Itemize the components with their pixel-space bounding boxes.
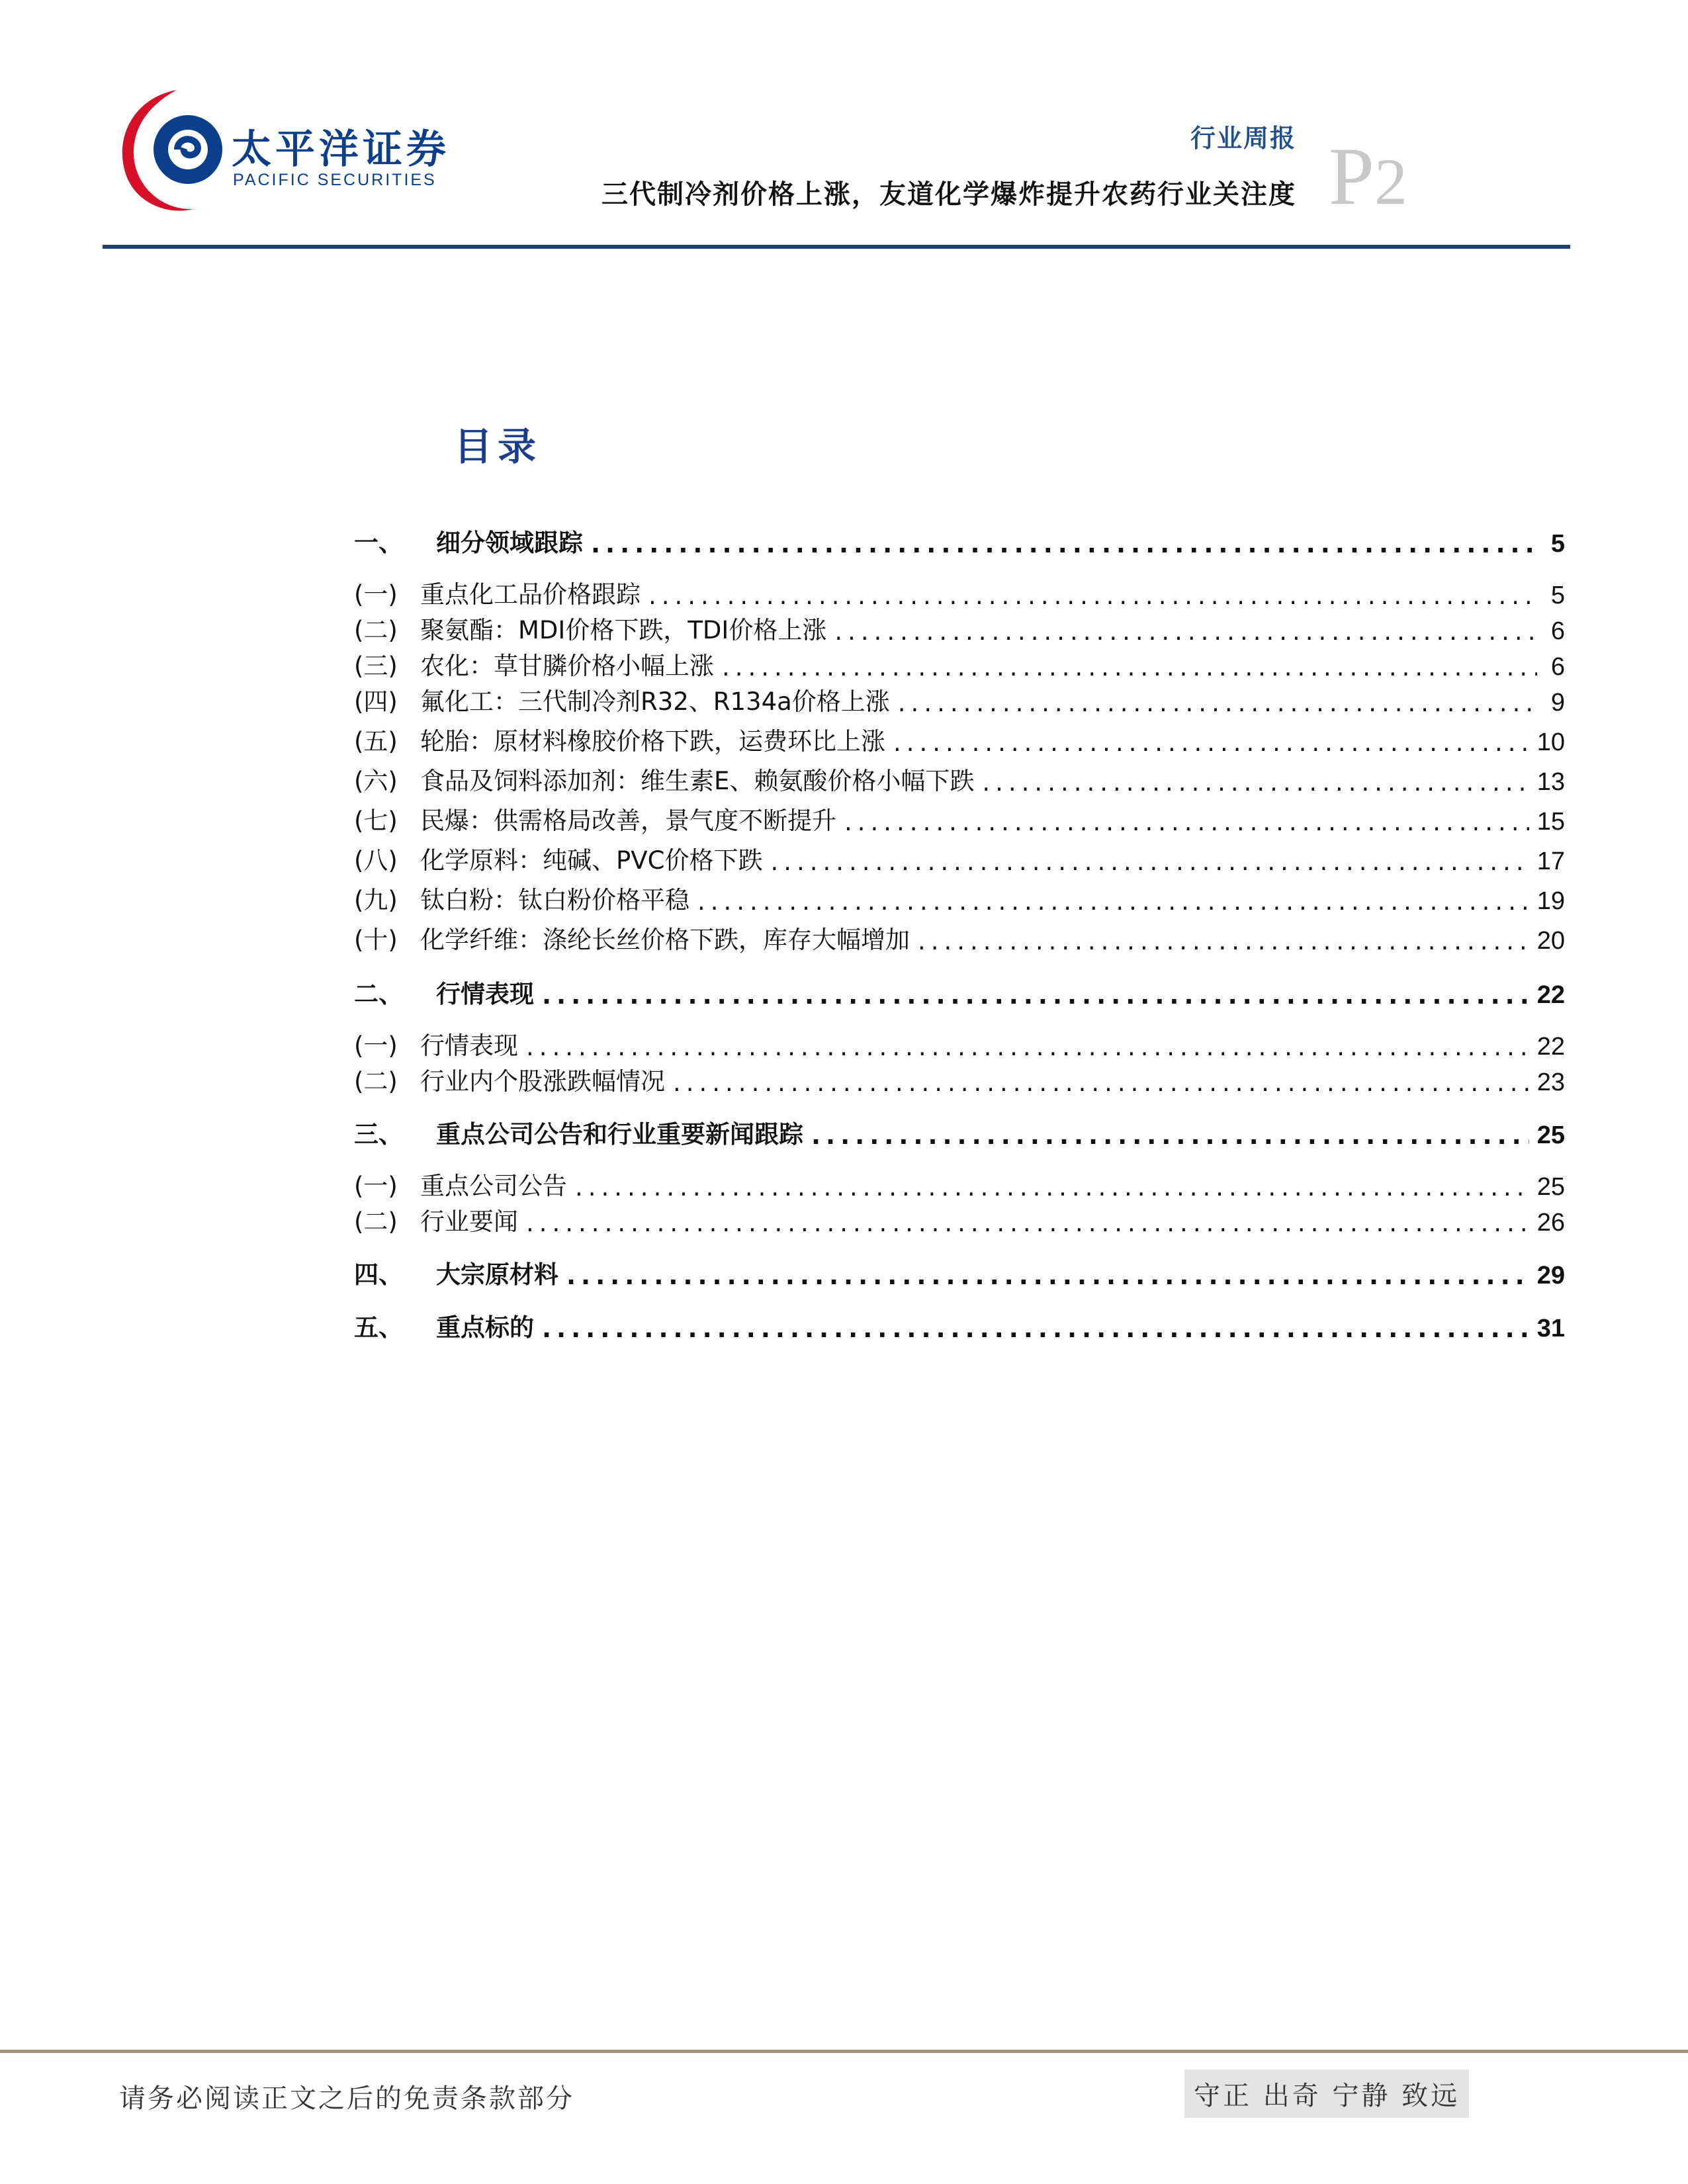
toc-entry-page: 17 (1536, 848, 1565, 875)
toc-entry-label: 重点标的 (436, 1313, 534, 1342)
toc-entry[interactable] (354, 722, 1565, 757)
toc-entry-number: (四) (354, 687, 398, 716)
toc-leader-dots (834, 617, 1537, 646)
toc-entry-number: (一) (354, 580, 398, 609)
toc-entry-page: 5 (1550, 530, 1565, 558)
toc-entry-page: 6 (1550, 617, 1565, 645)
toc-leader-dots (844, 808, 1529, 836)
toc-entry[interactable] (354, 1115, 1565, 1150)
footer-motto: 守正 出奇 宁静 致远 (1184, 2070, 1469, 2118)
toc-entry[interactable] (354, 842, 1565, 876)
toc-entry-page: 5 (1550, 582, 1565, 609)
toc-entry-label: 聚氨酯：MDI价格下跌，TDI价格上涨 (420, 616, 827, 644)
toc-leader-dots (542, 981, 1529, 1010)
toc-entry-page: 19 (1536, 887, 1565, 915)
toc-entry-label: 重点公司公告 (420, 1172, 567, 1200)
toc-entry-number: (六) (354, 767, 398, 795)
toc-entry-label: 行业要闻 (420, 1207, 518, 1236)
toc-entry[interactable] (354, 1203, 1565, 1237)
toc-entry-label: 氟化工：三代制冷剂R32、R134a价格上涨 (420, 687, 890, 716)
toc-entry-number: 三、 (354, 1120, 403, 1149)
toc-entry-label: 农化：草甘膦价格小幅上涨 (420, 652, 714, 680)
footer-disclaimer: 请务必阅读正文之后的免责条款部分 (119, 2083, 574, 2114)
toc-leader-dots (982, 768, 1529, 797)
toc-entry-page: 13 (1536, 768, 1565, 796)
toc-entry-number: (二) (354, 616, 398, 644)
toc-entry-page: 22 (1536, 981, 1565, 1009)
toc-entry-page: 10 (1536, 728, 1565, 756)
toc-leader-dots (770, 848, 1529, 876)
toc-entry-label: 大宗原材料 (436, 1260, 558, 1289)
toc-entry-page: 15 (1536, 808, 1565, 836)
toc-entry-page: 20 (1536, 927, 1565, 955)
toc-entry-label: 化学纤维：涤纶长丝价格下跌，库存大幅增加 (420, 926, 910, 954)
toc-entry-label: 细分领域跟踪 (436, 529, 583, 557)
toc-leader-dots (542, 1315, 1529, 1343)
toc-leader-dots (697, 887, 1529, 916)
toc-leader-dots (673, 1069, 1529, 1097)
toc-entry-number: (五) (354, 727, 398, 756)
toc-leader-dots (722, 653, 1537, 681)
toc-entry-page: 31 (1536, 1315, 1565, 1342)
toc-entry-page: 22 (1536, 1033, 1565, 1061)
toc-entry-page: 26 (1536, 1209, 1565, 1237)
toc-leader-dots (526, 1209, 1529, 1237)
page-letter: P (1329, 131, 1374, 222)
toc-leader-dots (575, 1173, 1529, 1201)
toc-leader-dots (811, 1121, 1529, 1150)
toc-entry[interactable] (354, 647, 1565, 681)
toc-entry-page: 9 (1550, 689, 1565, 717)
toc-entry-page: 25 (1536, 1173, 1565, 1201)
toc-leader-dots (591, 530, 1537, 558)
report-title: 三代制冷剂价格上涨，友道化学爆炸提升农药行业关注度 (601, 179, 1296, 210)
toc-entry-label: 重点化工品价格跟踪 (420, 580, 641, 609)
toc-entry-label: 轮胎：原材料橡胶价格下跌，运费环比上涨 (420, 727, 885, 756)
toc-entry[interactable] (354, 921, 1565, 955)
toc-leader-dots (893, 728, 1529, 757)
toc-entry-label: 行情表现 (420, 1031, 518, 1060)
toc-entry-label: 钛白粉：钛白粉价格平稳 (420, 886, 689, 914)
toc-entry[interactable] (354, 524, 1565, 558)
toc-entry[interactable] (354, 975, 1565, 1010)
toc-entry-page: 23 (1536, 1069, 1565, 1096)
toc-leader-dots (566, 1262, 1529, 1290)
brand-name-en: PACIFIC SECURITIES (233, 171, 437, 189)
toc-entry-number: 二、 (354, 980, 403, 1008)
toc-entry-number: (二) (354, 1067, 398, 1096)
footer-divider (0, 2050, 1688, 2053)
toc-leader-dots (918, 927, 1529, 955)
toc-entry-label: 行情表现 (436, 980, 534, 1008)
toc-entry-number: 五、 (354, 1313, 403, 1342)
company-logo (114, 85, 226, 217)
toc-entry[interactable] (354, 881, 1565, 916)
toc-entry[interactable] (354, 576, 1565, 610)
toc-entry-label: 食品及饲料添加剂：维生素E、赖氨酸价格小幅下跌 (420, 767, 975, 795)
toc-entry-number: (一) (354, 1031, 398, 1060)
page-number: 2 (1374, 145, 1407, 218)
toc-entry[interactable] (354, 802, 1565, 836)
toc-leader-dots (526, 1033, 1529, 1061)
toc-entry-number: (十) (354, 926, 398, 954)
toc-entry[interactable] (354, 1167, 1565, 1201)
toc-entry-label: 化学原料：纯碱、PVC价格下跌 (420, 846, 763, 875)
toc-entry[interactable] (354, 611, 1565, 646)
toc-entry-label: 行业内个股涨跌幅情况 (420, 1067, 665, 1096)
toc-entry-page: 6 (1550, 653, 1565, 681)
toc-entry-label: 民爆：供需格局改善，景气度不断提升 (420, 807, 836, 835)
toc-leader-dots (898, 689, 1537, 717)
toc-entry[interactable] (354, 1027, 1565, 1061)
toc-entry[interactable] (354, 762, 1565, 797)
toc-entry-number: 一、 (354, 529, 403, 557)
toc-entry[interactable] (354, 1063, 1565, 1097)
toc-entry-number: 四、 (354, 1260, 403, 1289)
toc-entry-number: (一) (354, 1172, 398, 1200)
toc-entry[interactable] (354, 1256, 1565, 1290)
header-divider (103, 245, 1570, 249)
toc-entry-number: (七) (354, 807, 398, 835)
toc-entry[interactable] (354, 1309, 1565, 1343)
toc-entry-number: (九) (354, 886, 398, 914)
toc-entry-number: (二) (354, 1207, 398, 1236)
toc-heading: 目录 (454, 424, 542, 469)
page-marker (1329, 131, 1407, 222)
toc-entry-number: (八) (354, 846, 398, 875)
toc-entry-label: 重点公司公告和行业重要新闻跟踪 (436, 1120, 803, 1149)
toc-entry-number: (三) (354, 652, 398, 680)
toc-entry[interactable] (354, 683, 1565, 717)
brand-name-cn: 太平洋证券 (232, 126, 450, 173)
toc-leader-dots (648, 582, 1537, 610)
report-type: 行业周报 (1190, 124, 1296, 153)
toc-entry-page: 25 (1536, 1121, 1565, 1149)
toc-entry-page: 29 (1536, 1262, 1565, 1289)
